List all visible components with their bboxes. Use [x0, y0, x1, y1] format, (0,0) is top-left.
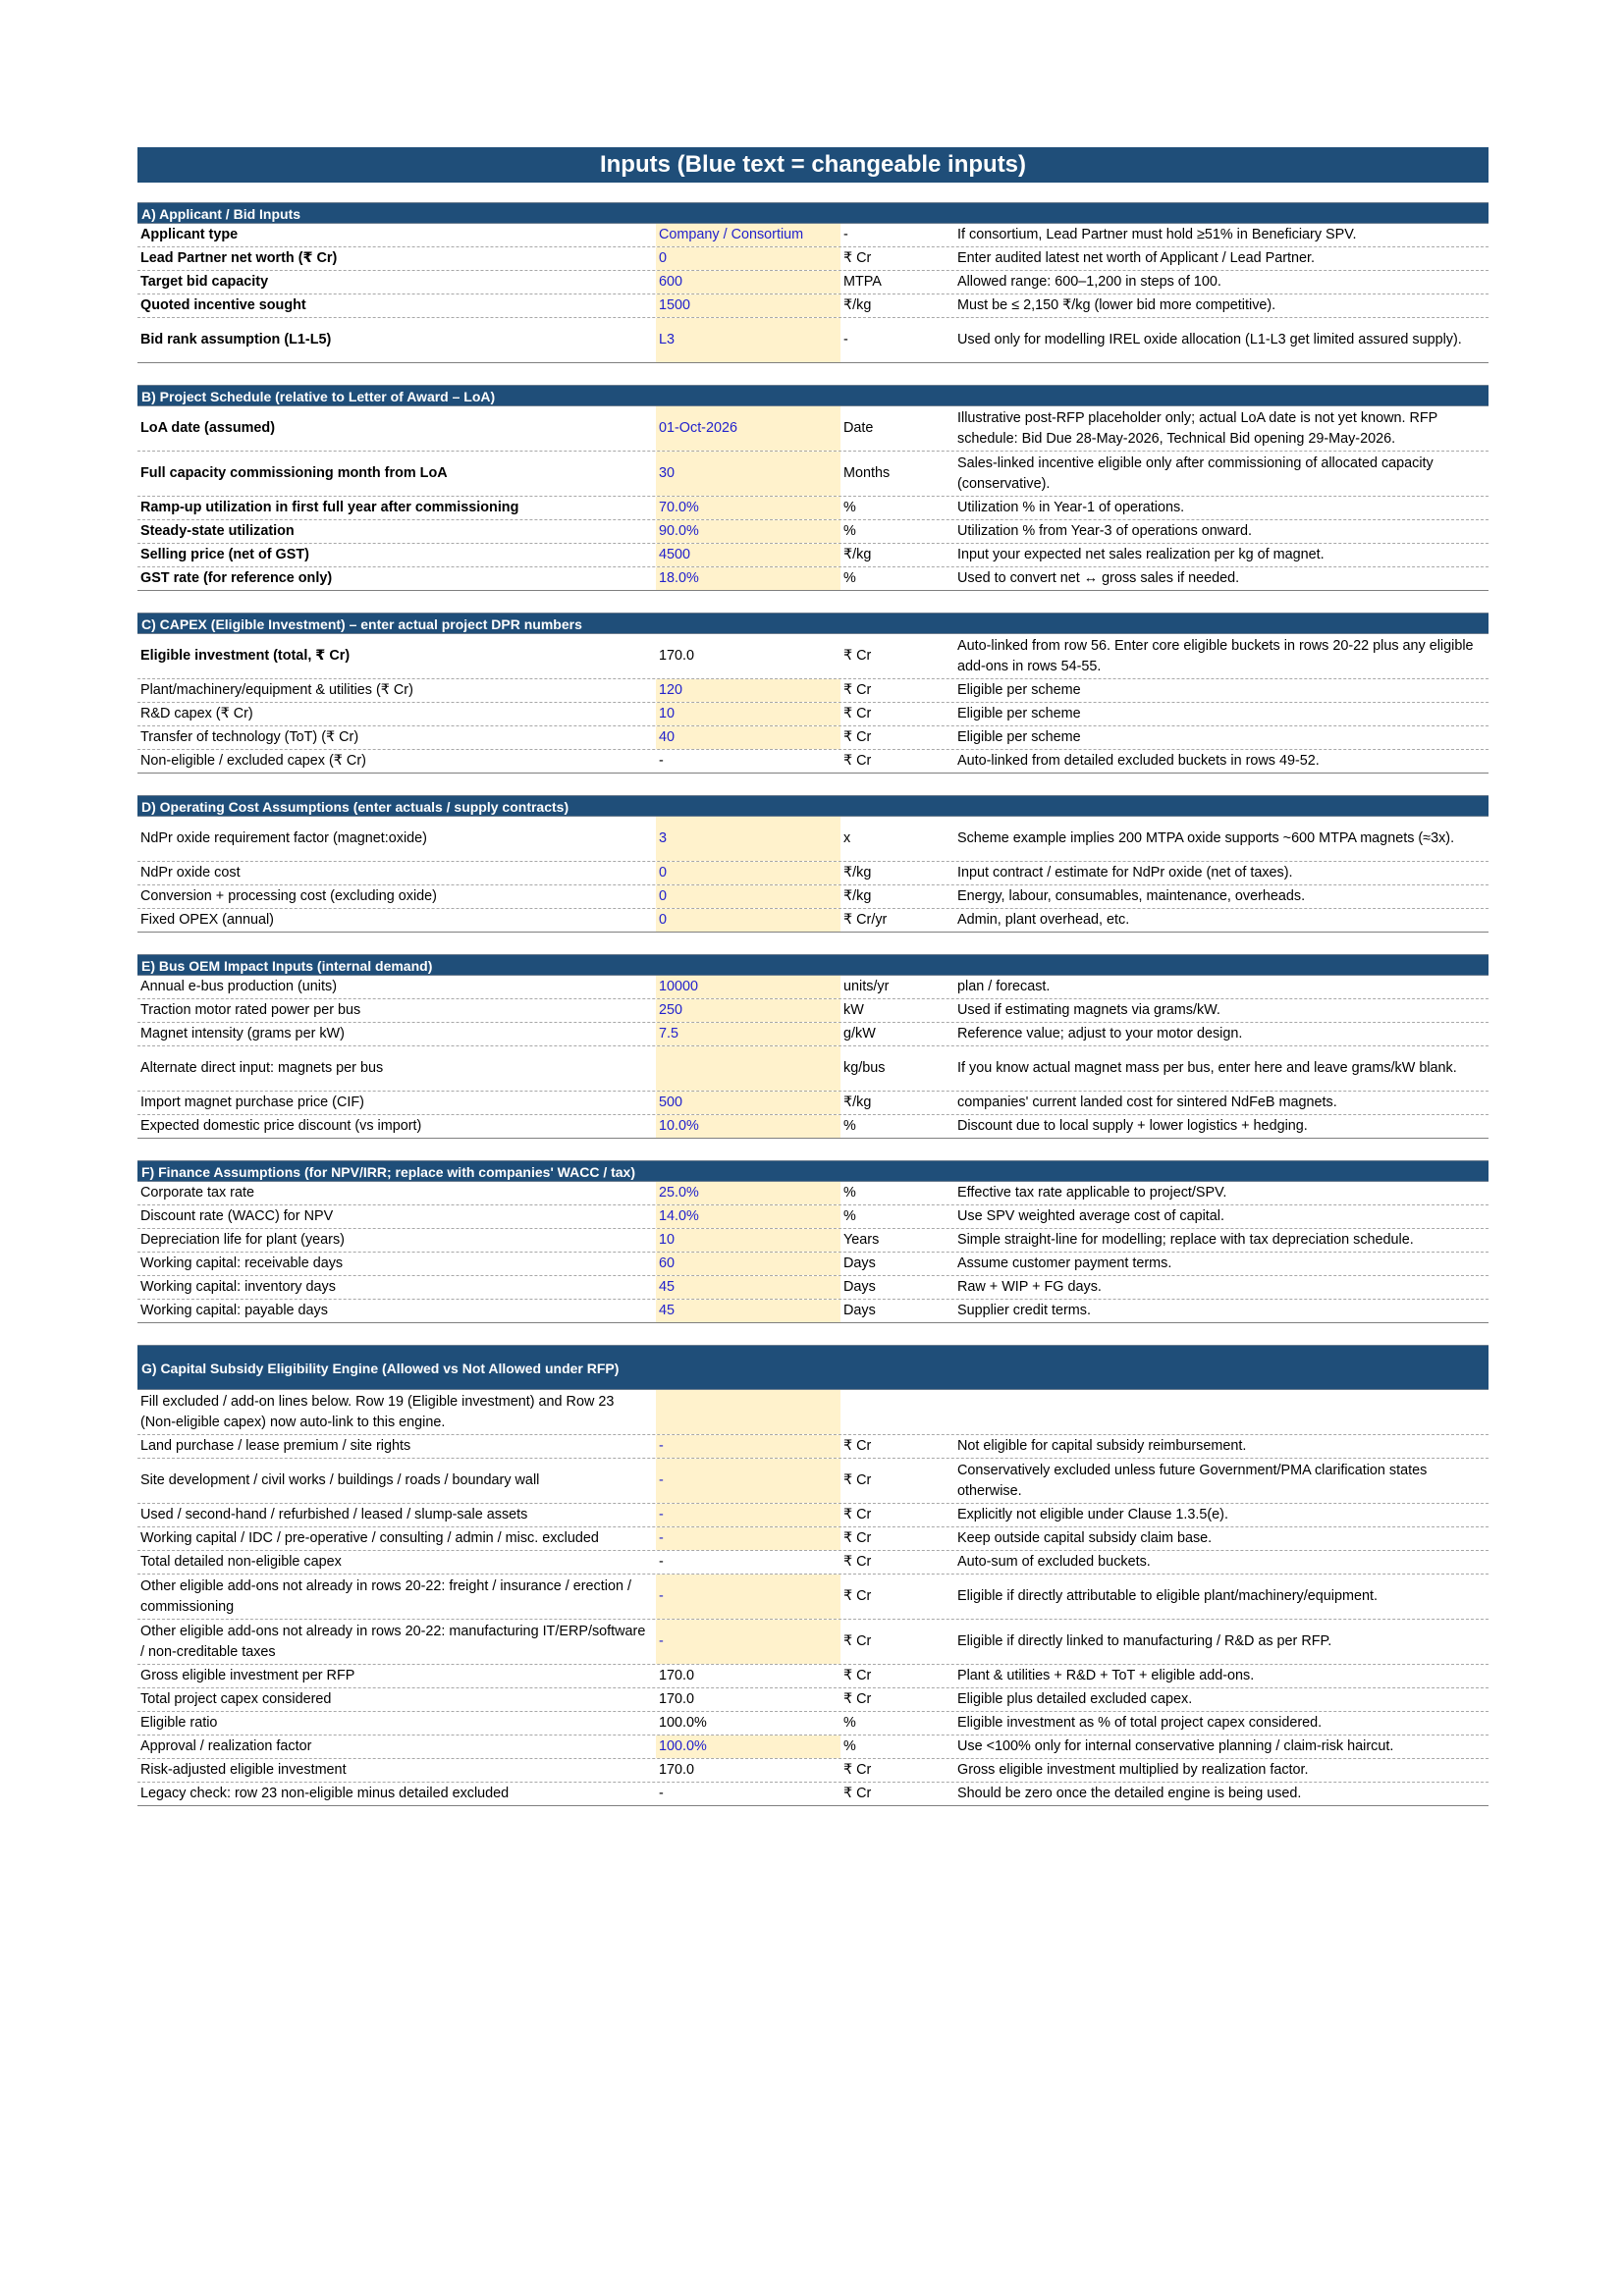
note-cell: Eligible per scheme: [957, 729, 1081, 745]
row-label: Plant/machinery/equipment & utilities (₹ Cr): [140, 682, 413, 698]
table-row: [137, 1575, 1489, 1620]
table-row: [137, 497, 1489, 520]
unit-cell: ₹/kg: [843, 865, 872, 881]
unit-cell: -: [843, 332, 848, 347]
section-heading: F) Finance Assumptions (for NPV/IRR; replace with companies' WACC / tax): [137, 1160, 1489, 1182]
input-cell[interactable]: 60: [656, 1253, 840, 1275]
unit-cell: [840, 1390, 954, 1434]
input-cell[interactable]: 14.0%: [656, 1205, 840, 1228]
table-row: [137, 1182, 1489, 1205]
input-cell[interactable]: [656, 1046, 840, 1091]
unit-cell: ₹ Cr: [843, 1472, 872, 1488]
table-row: [137, 294, 1489, 318]
unit-cell: ₹/kg: [843, 297, 872, 313]
note-cell: Utilization % in Year-1 of operations.: [957, 500, 1185, 515]
table-row: [137, 1735, 1489, 1759]
table-row: [137, 999, 1489, 1023]
table-row: [137, 406, 1489, 452]
page-title: Inputs (Blue text = changeable inputs): [137, 147, 1489, 183]
note-cell: Use SPV weighted average cost of capital.: [957, 1208, 1224, 1224]
table-row: [137, 634, 1489, 679]
unit-cell: ₹/kg: [843, 1095, 872, 1110]
note-cell: companies' current landed cost for sintered NdFeB magnets.: [957, 1095, 1337, 1110]
input-cell[interactable]: 0: [656, 909, 840, 932]
row-label: Steady-state utilization: [140, 523, 295, 539]
row-label: Corporate tax rate: [140, 1185, 254, 1201]
row-label: Gross eligible investment per RFP: [140, 1668, 355, 1683]
table-row: [137, 976, 1489, 999]
table-row: [137, 1527, 1489, 1551]
input-cell[interactable]: 45: [656, 1300, 840, 1322]
row-label: Eligible investment (total, ₹ Cr): [140, 648, 351, 664]
value-cell: 170.0: [659, 1668, 695, 1683]
row-label: Target bid capacity: [140, 274, 269, 290]
table-row: [137, 520, 1489, 544]
unit-cell: ₹ Cr: [843, 648, 872, 664]
note-cell: Input contract / estimate for NdPr oxide (net of taxes).: [957, 865, 1293, 881]
row-label: Bid rank assumption (L1-L5): [140, 332, 332, 347]
unit-cell: ₹ Cr: [843, 1438, 872, 1454]
input-cell[interactable]: 18.0%: [656, 567, 840, 590]
input-cell[interactable]: [656, 1390, 840, 1434]
unit-cell: ₹ Cr: [843, 1786, 872, 1801]
row-label: Alternate direct input: magnets per bus: [140, 1060, 384, 1076]
table-row: [137, 750, 1489, 774]
note-cell: Use <100% only for internal conservative planning / claim-risk haircut.: [957, 1738, 1394, 1754]
unit-cell: ₹ Cr: [843, 1633, 872, 1649]
input-cell[interactable]: 600: [656, 271, 840, 294]
input-cell[interactable]: -: [656, 1620, 840, 1664]
input-cell[interactable]: 30: [656, 452, 840, 496]
unit-cell: ₹/kg: [843, 547, 872, 562]
note-cell: Supplier credit terms.: [957, 1303, 1091, 1318]
section-gap: [137, 933, 1489, 954]
row-label: Full capacity commissioning month from LoA: [140, 465, 448, 481]
table-row: [137, 1712, 1489, 1735]
input-cell[interactable]: -: [656, 1575, 840, 1619]
input-cell[interactable]: 10: [656, 703, 840, 725]
table-row: [137, 1023, 1489, 1046]
unit-cell: %: [843, 1738, 856, 1754]
unit-cell: Days: [843, 1303, 876, 1318]
row-label: Total project capex considered: [140, 1691, 332, 1707]
row-label: Working capital: receivable days: [140, 1255, 344, 1271]
table-row: [137, 679, 1489, 703]
section-heading: B) Project Schedule (relative to Letter of Award – LoA): [137, 385, 1489, 406]
unit-cell: ₹ Cr: [843, 1554, 872, 1570]
row-label: Annual e-bus production (units): [140, 979, 337, 994]
note-cell: Enter audited latest net worth of Applicant / Lead Partner.: [957, 250, 1315, 266]
unit-cell: MTPA: [843, 274, 882, 290]
row-label: Non-eligible / excluded capex (₹ Cr): [140, 753, 366, 769]
table-row: [137, 726, 1489, 750]
unit-cell: %: [843, 1118, 856, 1134]
note-cell: Eligible investment as % of total project capex considered.: [957, 1715, 1323, 1731]
row-label: Ramp-up utilization in first full year after commissioning: [140, 500, 519, 515]
note-cell: Effective tax rate applicable to project/SPV.: [957, 1185, 1227, 1201]
section-heading: G) Capital Subsidy Eligibility Engine (Allowed vs Not Allowed under RFP): [137, 1345, 1489, 1390]
input-cell[interactable]: 70.0%: [656, 497, 840, 519]
unit-cell: Date: [843, 420, 874, 436]
note-cell: Utilization % from Year-3 of operations onward.: [957, 523, 1252, 539]
table-row: [137, 1759, 1489, 1783]
input-cell[interactable]: 10000: [656, 976, 840, 998]
unit-cell: kg/bus: [843, 1060, 886, 1076]
row-label: Lead Partner net worth (₹ Cr): [140, 250, 338, 266]
unit-cell: ₹ Cr: [843, 1507, 872, 1522]
row-label: Land purchase / lease premium / site rights: [140, 1438, 411, 1454]
section-gap: [137, 1323, 1489, 1345]
input-cell[interactable]: 10.0%: [656, 1115, 840, 1138]
row-label: Import magnet purchase price (CIF): [140, 1095, 364, 1110]
row-label: Risk-adjusted eligible investment: [140, 1762, 347, 1778]
note-cell: Admin, plant overhead, etc.: [957, 912, 1130, 928]
table-row: [137, 1504, 1489, 1527]
row-label: Used / second-hand / refurbished / leased / slump-sale assets: [140, 1507, 528, 1522]
unit-cell: ₹ Cr: [843, 729, 872, 745]
value-cell: 100.0%: [659, 1715, 707, 1731]
note-cell: Used if estimating magnets via grams/kW.: [957, 1002, 1220, 1018]
input-cell[interactable]: -: [656, 1527, 840, 1550]
row-label: Traction motor rated power per bus: [140, 1002, 361, 1018]
table-row: [137, 1092, 1489, 1115]
unit-cell: %: [843, 570, 856, 586]
unit-cell: ₹ Cr: [843, 706, 872, 721]
note-cell: Input your expected net sales realization per kg of magnet.: [957, 547, 1325, 562]
unit-cell: Days: [843, 1255, 876, 1271]
row-label: Other eligible add-ons not already in rows 20-22: freight / insurance / erection / commissioning: [140, 1577, 631, 1615]
table-row: [137, 1435, 1489, 1459]
row-label: Quoted incentive sought: [140, 297, 306, 313]
value-cell: -: [659, 753, 664, 769]
note-cell: Auto-sum of excluded buckets.: [957, 1554, 1151, 1570]
inputs-sheet: [137, 147, 1489, 1806]
row-label: Magnet intensity (grams per kW): [140, 1026, 345, 1041]
input-cell[interactable]: 7.5: [656, 1023, 840, 1045]
note-cell: Discount due to local supply + lower logistics + hedging.: [957, 1118, 1308, 1134]
table-row: [137, 1115, 1489, 1139]
unit-cell: %: [843, 523, 856, 539]
input-cell[interactable]: -: [656, 1459, 840, 1503]
note-cell: Eligible per scheme: [957, 682, 1081, 698]
input-cell[interactable]: 0: [656, 862, 840, 884]
note-cell: Raw + WIP + FG days.: [957, 1279, 1102, 1295]
table-row: [137, 885, 1489, 909]
note-cell: Eligible per scheme: [957, 706, 1081, 721]
sections-container: [137, 202, 1489, 1806]
row-label: R&D capex (₹ Cr): [140, 706, 253, 721]
note-cell: Auto-linked from detailed excluded buckets in rows 49-52.: [957, 753, 1320, 769]
input-cell[interactable]: 100.0%: [656, 1735, 840, 1758]
input-cell[interactable]: 40: [656, 726, 840, 749]
note-cell: plan / forecast.: [957, 979, 1051, 994]
unit-cell: ₹ Cr: [843, 1530, 872, 1546]
unit-cell: %: [843, 1208, 856, 1224]
note-cell: Auto-linked from row 56. Enter core eligible buckets in rows 20-22 plus any eligible add-ons in rows 54-55.: [957, 637, 1474, 674]
section-heading: A) Applicant / Bid Inputs: [137, 202, 1489, 224]
section-heading: E) Bus OEM Impact Inputs (internal demand): [137, 954, 1489, 976]
row-label: LoA date (assumed): [140, 420, 275, 436]
note-cell: Eligible plus detailed excluded capex.: [957, 1691, 1193, 1707]
row-label: Depreciation life for plant (years): [140, 1232, 345, 1248]
table-row: [137, 1229, 1489, 1253]
unit-cell: x: [843, 830, 851, 846]
unit-cell: Months: [843, 465, 891, 481]
input-cell[interactable]: 500: [656, 1092, 840, 1114]
unit-cell: %: [843, 500, 856, 515]
unit-cell: ₹ Cr: [843, 1668, 872, 1683]
note-cell: Assume customer payment terms.: [957, 1255, 1172, 1271]
row-label: Discount rate (WACC) for NPV: [140, 1208, 334, 1224]
unit-cell: ₹ Cr: [843, 1691, 872, 1707]
input-cell[interactable]: 250: [656, 999, 840, 1022]
table-row: [137, 909, 1489, 933]
input-cell[interactable]: 90.0%: [656, 520, 840, 543]
table-row: [137, 567, 1489, 591]
table-row: [137, 1688, 1489, 1712]
row-label: Approval / realization factor: [140, 1738, 312, 1754]
note-cell: Eligible if directly linked to manufacturing / R&D as per RFP.: [957, 1633, 1332, 1649]
table-row: [137, 1783, 1489, 1806]
table-row: [137, 271, 1489, 294]
unit-cell: ₹ Cr: [843, 1588, 872, 1604]
note-cell: If consortium, Lead Partner must hold ≥51% in Beneficiary SPV.: [957, 227, 1357, 242]
note-cell: Should be zero once the detailed engine is being used.: [957, 1786, 1302, 1801]
value-cell: -: [659, 1786, 664, 1801]
note-cell: [954, 1390, 1489, 1434]
row-label: Selling price (net of GST): [140, 547, 309, 562]
value-cell: 170.0: [659, 1762, 695, 1778]
unit-cell: %: [843, 1715, 856, 1731]
note-cell: Not eligible for capital subsidy reimbursement.: [957, 1438, 1247, 1454]
note-cell: Used to convert net ↔ gross sales if needed.: [957, 570, 1240, 586]
note-cell: Used only for modelling IREL oxide allocation (L1-L3 get limited assured supply).: [957, 332, 1462, 347]
row-label: Conversion + processing cost (excluding oxide): [140, 888, 437, 904]
note-cell: Scheme example implies 200 MTPA oxide supports ~600 MTPA magnets (≈3x).: [957, 830, 1455, 846]
row-label: Working capital / IDC / pre-operative / consulting / admin / misc. excluded: [140, 1530, 599, 1546]
section-heading: C) CAPEX (Eligible Investment) – enter actual project DPR numbers: [137, 613, 1489, 634]
section-gap: [137, 363, 1489, 385]
table-row: [137, 1551, 1489, 1575]
input-cell[interactable]: 01-Oct-2026: [656, 406, 840, 451]
row-label: Applicant type: [140, 227, 239, 242]
input-cell[interactable]: 10: [656, 1229, 840, 1252]
note-cell: Must be ≤ 2,150 ₹/kg (lower bid more competitive).: [957, 297, 1276, 313]
note-cell: Keep outside capital subsidy claim base.: [957, 1530, 1213, 1546]
row-label: NdPr oxide requirement factor (magnet:oxide): [140, 830, 427, 846]
row-label: Fixed OPEX (annual): [140, 912, 274, 928]
row-label: Total detailed non-eligible capex: [140, 1554, 342, 1570]
row-label: Expected domestic price discount (vs import): [140, 1118, 422, 1134]
note-cell: Sales-linked incentive eligible only after commissioning of allocated capacity (conservative).: [957, 454, 1434, 492]
table-row: [137, 1253, 1489, 1276]
section-gap: [137, 1139, 1489, 1160]
row-label: NdPr oxide cost: [140, 865, 241, 881]
note-cell: If you know actual magnet mass per bus, enter here and leave grams/kW blank.: [957, 1060, 1457, 1076]
row-label: Fill excluded / add-on lines below. Row 19 (Eligible investment) and Row 23 (Non-eligible capex) now auto-link to this engine.: [140, 1393, 615, 1430]
unit-cell: ₹ Cr/yr: [843, 912, 888, 928]
note-cell: Explicitly not eligible under Clause 1.3.5(e).: [957, 1507, 1228, 1522]
section-heading: D) Operating Cost Assumptions (enter actuals / supply contracts): [137, 795, 1489, 817]
table-row: [137, 1390, 1489, 1435]
table-row: [137, 224, 1489, 247]
input-cell[interactable]: 120: [656, 679, 840, 702]
row-label: Eligible ratio: [140, 1715, 218, 1731]
unit-cell: kW: [843, 1002, 864, 1018]
input-cell[interactable]: 45: [656, 1276, 840, 1299]
input-cell[interactable]: 0: [656, 247, 840, 270]
unit-cell: ₹ Cr: [843, 1762, 872, 1778]
unit-cell: units/yr: [843, 979, 890, 994]
row-label: Working capital: inventory days: [140, 1279, 336, 1295]
row-label: Working capital: payable days: [140, 1303, 328, 1318]
unit-cell: g/kW: [843, 1026, 876, 1041]
section-gap: [137, 774, 1489, 795]
note-cell: Illustrative post-RFP placeholder only; actual LoA date is not yet known. RFP schedule: Bid Due 28-May-2026, Technical Bid opening 29-May-2026.: [957, 409, 1438, 447]
value-cell: 170.0: [659, 648, 695, 664]
note-cell: Allowed range: 600–1,200 in steps of 100.: [957, 274, 1221, 290]
row-label: Other eligible add-ons not already in rows 20-22: manufacturing IT/ERP/software / non-creditable taxes: [140, 1623, 646, 1660]
table-row: [137, 1205, 1489, 1229]
table-row: [137, 318, 1489, 363]
table-row: [137, 1620, 1489, 1665]
input-cell[interactable]: 0: [656, 885, 840, 908]
unit-cell: %: [843, 1185, 856, 1201]
table-row: [137, 1046, 1489, 1092]
unit-cell: ₹ Cr: [843, 250, 872, 266]
note-cell: Conservatively excluded unless future Government/PMA clarification states otherwise.: [957, 1462, 1428, 1499]
row-label: Legacy check: row 23 non-eligible minus detailed excluded: [140, 1786, 510, 1801]
input-cell[interactable]: Company / Consortium: [656, 224, 840, 246]
input-cell[interactable]: 4500: [656, 544, 840, 566]
input-cell[interactable]: -: [656, 1435, 840, 1458]
table-row: [137, 703, 1489, 726]
section-gap: [137, 591, 1489, 613]
value-cell: -: [659, 1554, 664, 1570]
input-cell[interactable]: 1500: [656, 294, 840, 317]
input-cell[interactable]: L3: [656, 318, 840, 362]
table-row: [137, 1276, 1489, 1300]
note-cell: Simple straight-line for modelling; replace with tax depreciation schedule.: [957, 1232, 1414, 1248]
note-cell: Reference value; adjust to your motor design.: [957, 1026, 1243, 1041]
unit-cell: ₹ Cr: [843, 753, 872, 769]
value-cell: 170.0: [659, 1691, 695, 1707]
input-cell[interactable]: 3: [656, 817, 840, 861]
table-row: [137, 544, 1489, 567]
note-cell: Gross eligible investment multiplied by realization factor.: [957, 1762, 1309, 1778]
input-cell[interactable]: 25.0%: [656, 1182, 840, 1204]
table-row: [137, 862, 1489, 885]
unit-cell: Days: [843, 1279, 876, 1295]
table-row: [137, 817, 1489, 862]
unit-cell: Years: [843, 1232, 880, 1248]
row-label: Site development / civil works / buildings / roads / boundary wall: [140, 1472, 540, 1488]
table-row: [137, 452, 1489, 497]
note-cell: Plant & utilities + R&D + ToT + eligible add-ons.: [957, 1668, 1255, 1683]
table-row: [137, 247, 1489, 271]
table-row: [137, 1459, 1489, 1504]
table-row: [137, 1300, 1489, 1323]
row-label: Transfer of technology (ToT) (₹ Cr): [140, 729, 359, 745]
note-cell: Energy, labour, consumables, maintenance, overheads.: [957, 888, 1306, 904]
table-row: [137, 1665, 1489, 1688]
unit-cell: ₹ Cr: [843, 682, 872, 698]
unit-cell: -: [843, 227, 848, 242]
row-label: GST rate (for reference only): [140, 570, 333, 586]
input-cell[interactable]: -: [656, 1504, 840, 1526]
unit-cell: ₹/kg: [843, 888, 872, 904]
spacer: [137, 183, 1489, 202]
note-cell: Eligible if directly attributable to eligible plant/machinery/equipment.: [957, 1588, 1378, 1604]
